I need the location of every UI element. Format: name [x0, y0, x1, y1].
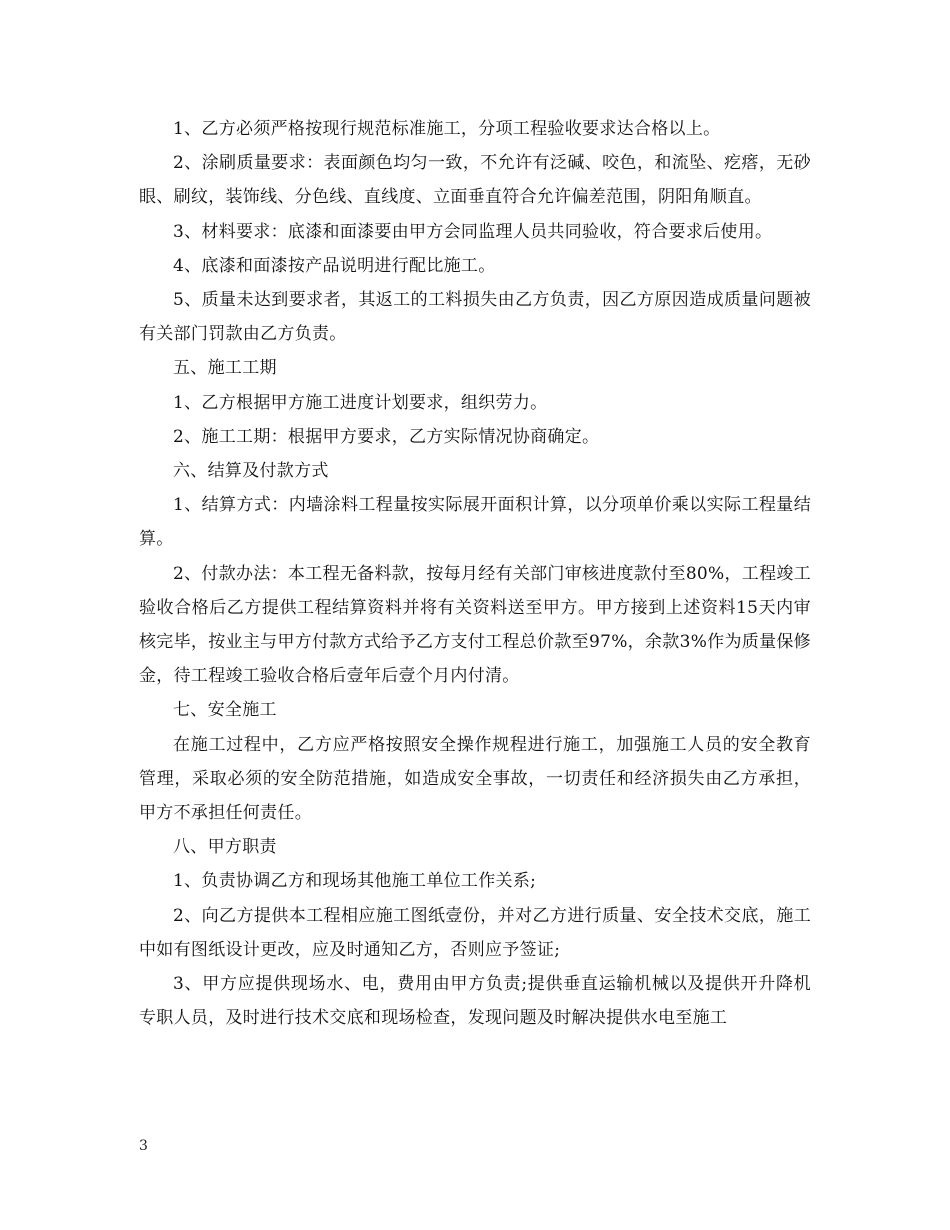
- section-heading-safety: 七、安全施工: [173, 700, 277, 721]
- paragraph-payment-1: 1、结算方式：内墙涂料工程量按实际展开面积计算，以分项单价乘以实际工程量结算。: [139, 495, 811, 550]
- paragraph-schedule-2: 2、施工工期：根据甲方要求，乙方实际情况协商确定。: [173, 426, 600, 447]
- paragraph-safety: 在施工过程中，乙方应严格按照安全操作规程进行施工，加强施工人员的安全教育管理，采取必须的安全防范措施，如造成安全事故，一切责任和经济损失由乙方承担，甲方不承担任何责任。: [139, 734, 811, 824]
- paragraph-quality-3: 3、材料要求：底漆和面漆要由甲方会同监理人员共同验收，符合要求后使用。: [173, 221, 773, 242]
- paragraph-schedule-1: 1、乙方根据甲方施工进度计划要求，组织劳力。: [173, 392, 548, 413]
- section-heading-payment: 六、结算及付款方式: [173, 461, 329, 482]
- paragraph-duties-3: 3、甲方应提供现场水、电，费用由甲方负责;提供垂直运输机械以及提供开升降机专职人员，及时进行技术交底和现场检查，发现问题及时解决提供水电至施工: [139, 974, 811, 1029]
- paragraph-payment-2: 2、付款办法：本工程无备料款，按每月经有关部门审核进度款付至80%，工程竣工验收合格后乙方提供工程结算资料并将有关资料送至甲方。甲方接到上述资料15天内审核完毕，按业主与甲方付款方式给予乙方支付工程总价款至97%，余款3%作为质量保修金，待工程竣工验收合格后壹年后壹个月内付清。: [139, 563, 811, 687]
- section-heading-party-a-duties: 八、甲方职责: [173, 837, 277, 858]
- paragraph-quality-2: 2、涂刷质量要求：表面颜色均匀一致，不允许有泛碱、咬色，和流坠、疙瘩，无砂眼、刷纹，装饰线、分色线、直线度、立面垂直符合允许偏差范围，阴阳角顺直。: [139, 153, 811, 208]
- section-heading-schedule: 五、施工工期: [173, 358, 277, 379]
- paragraph-quality-4: 4、底漆和面漆按产品说明进行配比施工。: [173, 255, 496, 276]
- document-body: [139, 112, 811, 1035]
- paragraph-quality-5: 5、质量未达到要求者，其返工的工料损失由乙方负责，因乙方原因造成质量问题被有关部门罚款由乙方负责。: [139, 290, 811, 345]
- paragraph-duties-2: 2、向乙方提供本工程相应施工图纸壹份，并对乙方进行质量、安全技术交底，施工中如有图纸设计更改，应及时通知乙方，否则应予签证;: [139, 905, 811, 960]
- page-number: 3: [139, 1138, 148, 1154]
- paragraph-quality-1: 1、乙方必须严格按现行规范标准施工，分项工程验收要求达合格以上。: [173, 119, 721, 139]
- paragraph-duties-1: 1、负责协调乙方和现场其他施工单位工作关系;: [173, 871, 537, 892]
